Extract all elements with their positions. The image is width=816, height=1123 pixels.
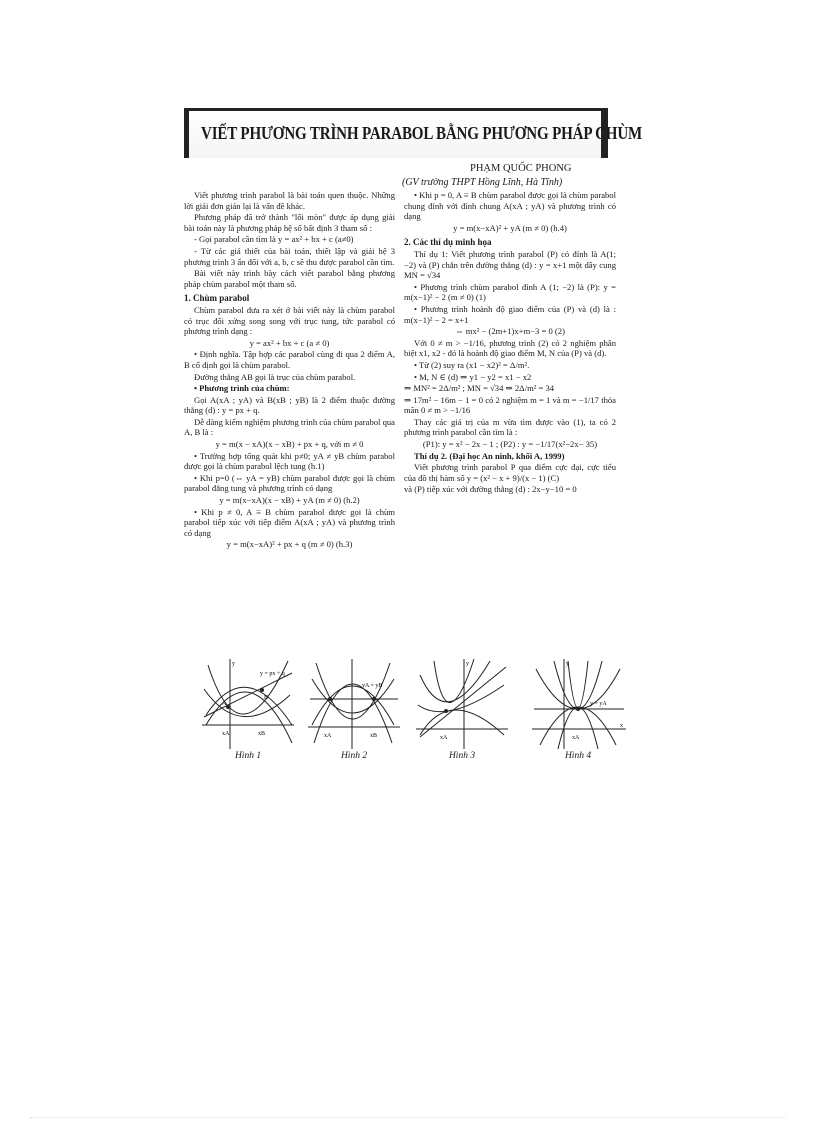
figure-4	[530, 655, 626, 761]
subheading: • Phương trình của chùm:	[194, 383, 290, 394]
figure-4-line-label: y = yA	[590, 701, 607, 707]
figure-1-caption: Hình 1	[234, 751, 262, 761]
figures-row	[200, 655, 640, 775]
figure-4-xa-label: xA	[572, 735, 580, 741]
paragraph: • Phương trình hoành độ giao điểm của (P) và (d) là : m(x−1)² − 2 = x+1	[404, 303, 616, 325]
paragraph: Với 0 ≠ m > −1/16, phương trình (2) có 2 nghiệm phân biệt x1, x2 - đó là hoành độ giao điểm M, N của (P) và (d).	[404, 337, 616, 359]
page-bottom-rule	[30, 1117, 786, 1118]
figure-3-xa-label: xA	[440, 735, 448, 741]
formula: y = m(x−xA)² + px + q (m ≠ 0) (h.3)	[226, 539, 353, 550]
figure-1-graph	[200, 655, 296, 751]
paragraph: Phương pháp đã trở thành "lối mòn" được áp dụng giải bài toán này là phương pháp hệ số bất định 3 tham số :	[184, 212, 395, 233]
figure-2-line-label: yA = yB	[362, 683, 383, 689]
figure-2-xb-label: xB	[370, 733, 378, 739]
figure-2-caption: Hình 2	[340, 751, 368, 761]
figure-4-graph	[530, 655, 630, 751]
figure-4-x-axis-label: x	[620, 723, 623, 729]
figure-3-y-axis-label: y	[466, 661, 469, 667]
paragraph: Đường thẳng AB gọi là trục của chùm parabol.	[194, 371, 356, 382]
figure-1-point-a-label: A	[222, 701, 227, 707]
paragraph: - Từ các giả thiết của bài toán, thiết lập và giải hệ 3 phương trình 3 ẩn đối với a, b, c sẽ thu được parabol cần tìm.	[184, 245, 395, 267]
figure-2-graph	[306, 655, 402, 751]
figure-3-caption: Hình 3	[448, 751, 476, 761]
figure-3-graph	[414, 655, 510, 751]
formula: (P1): y = x² − 2x − 1 ; (P2) : y = −1/17(x²−2x− 35)	[422, 439, 598, 450]
left-column	[184, 190, 395, 551]
figure-1-line-label: y = px + q	[260, 671, 285, 677]
figure-1-y-axis-label: y	[232, 661, 235, 667]
figure-4-y-axis-label: y	[566, 661, 569, 667]
paragraph: • Trường hợp tổng quát khi p≠0; yA ≠ yB chùm parabol được gọi là chùm parabol lệch tung (h.1)	[184, 450, 395, 472]
figure-2-xa-label: xA	[324, 733, 332, 739]
paragraph: Thay các giá trị của m vừa tìm được vào (1), ta có 2 phương trình parabol cần tìm là :	[404, 416, 616, 438]
paragraph: • Phương trình chùm parabol đỉnh A (1; −2) là (P): y = m(x−1)² − 2 (m ≠ 0) (1)	[404, 281, 616, 303]
figure-1-xa-label: xA	[222, 731, 230, 737]
figure-3	[414, 655, 510, 761]
formula: y = m(x−xA)(x − xB) + yA (m ≠ 0) (h.2)	[219, 495, 360, 506]
paragraph: • Khi p = 0, A ≡ B chùm parabol được gọi là chùm parabol chung đỉnh với đỉnh chung A(xA ; yA) và phương trình có dạng	[404, 190, 616, 222]
paragraph: ⇒ 17m² − 16m − 1 = 0 có 2 nghiệm m = 1 và m = −1/17 thỏa mãn 0 ≠ m > −1/16	[404, 394, 616, 416]
paragraph: Bài viết này trình bày cách viết parabol bằng phương pháp chùm parabol một tham số.	[184, 268, 395, 289]
author-name: PHẠM QUỐC PHONG	[470, 163, 572, 174]
paragraph: Viết phương trình parabol là bài toán quen thuộc. Những lời giải đơn giản lại là vấn đề khác.	[184, 190, 395, 211]
paragraph: Dễ dàng kiểm nghiệm phương trình của chùm parabol qua A, B là :	[184, 416, 395, 438]
figure-1-point-b-label: B	[264, 695, 269, 701]
paragraph: và (P) tiếp xúc với đường thẳng (d) : 2x−y−10 = 0	[404, 484, 577, 495]
paragraph: - Gọi parabol cần tìm là y = ax² + bx + c (a≠0)	[194, 234, 354, 245]
paragraph: • Định nghĩa. Tập hợp các parabol cùng đi qua 2 điểm A, B cố định gọi là chùm parabol.	[184, 349, 395, 370]
example-2-heading: Thí dụ 2. (Đại học An ninh, khối A, 1999)	[414, 450, 565, 461]
formula: y = ax² + bx + c (a ≠ 0)	[249, 337, 330, 348]
formula: ⇔ mx² − (2m+1)x+m−3 = 0 (2)	[455, 326, 565, 337]
figure-1	[200, 655, 296, 761]
paragraph: Gọi A(xA ; yA) và B(xB ; yB) là 2 điểm thuộc đường thẳng (d) : y = px + q.	[184, 394, 395, 416]
article-title: VIẾT PHƯƠNG TRÌNH PARABOL BẰNG PHƯƠNG PHÁP CHÙM	[201, 123, 643, 143]
author-affiliation: (GV trường THPT Hồng Lĩnh, Hà Tĩnh)	[402, 177, 563, 188]
section-heading: 2. Các thí dụ minh họa	[404, 237, 492, 248]
formula: ⇒ MN² = 2Δ/m² ; MN = √34 ⇒ 2Δ/m² = 34	[404, 383, 555, 394]
paragraph: Viết phương trình parabol P qua điểm cực đại, cực tiểu của đồ thị hàm số y = (x² − x + 9)/(x − 1) (C)	[404, 462, 616, 483]
figure-1-xb-label: xB	[258, 731, 266, 737]
paragraph: • Khi p ≠ 0, A ≡ B chùm parabol được gọi là chùm parabol tiếp xúc với tiếp điểm A(xA ; yA) và phương trình có dạng	[184, 506, 395, 538]
paragraph: • Khi p=0 (⇔ yA = yB) chùm parabol được gọi là chùm parabol đẳng tung và phương trình có dạng	[184, 472, 395, 494]
example-1: Thí dụ 1: Viết phương trình parabol (P) có đỉnh là A(1; −2) và (P) chắn trên đường thẳng (d) : y = x+1 một dây cung MN = √34	[404, 248, 616, 281]
section-heading: 1. Chùm parabol	[184, 293, 250, 304]
figure-4-caption: Hình 4	[564, 751, 592, 761]
paragraph: • M, N ∈ (d) ⇒ y1 − y2 = x1 − x2	[414, 371, 532, 382]
title-banner	[184, 108, 643, 158]
paragraph: Chùm parabol đưa ra xét ở bài viết này là chùm parabol có trục đối xứng song song với trục tung, tức parabol có phương trình dạng :	[184, 304, 395, 337]
formula: y = m(x−xA)² + yA (m ≠ 0) (h.4)	[453, 222, 567, 233]
right-column	[404, 190, 616, 496]
formula: y = m(x − xA)(x − xB) + px + q, với m ≠ 0	[215, 439, 364, 450]
paragraph: • Từ (2) suy ra (x1 − x2)² = Δ/m².	[414, 359, 530, 370]
figure-2	[306, 655, 402, 761]
